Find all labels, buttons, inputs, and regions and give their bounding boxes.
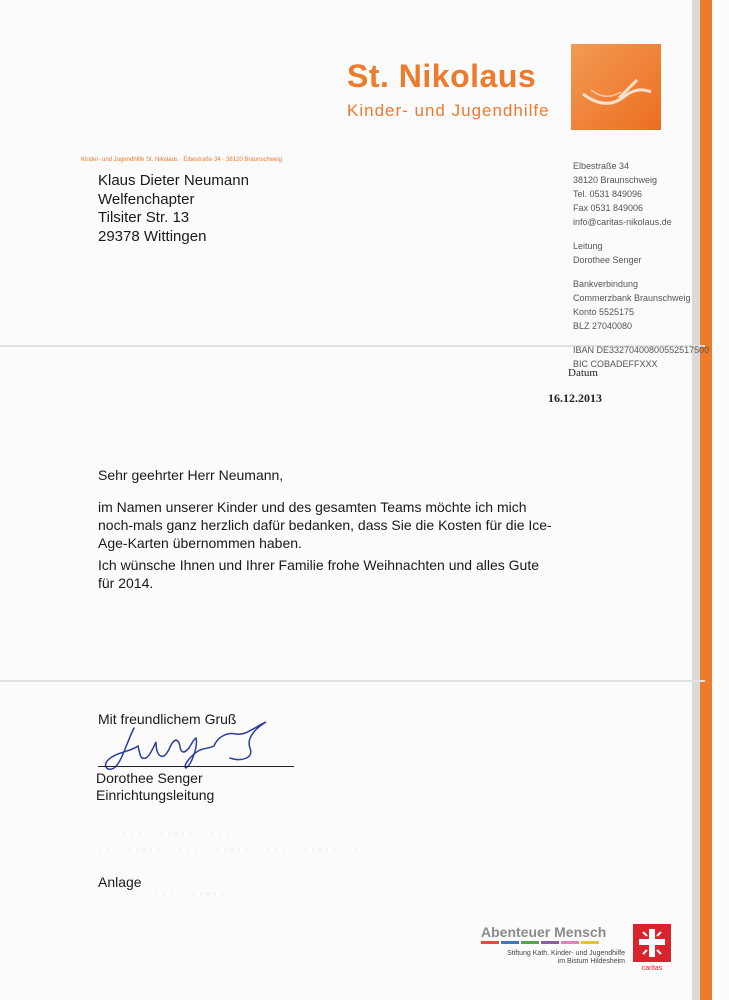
fax: Fax 0531 849006 [573, 203, 644, 213]
recipient-line: Tilsiter Str. 13 [98, 209, 190, 226]
bank-label: Bankverbindung [573, 279, 639, 289]
closing: Mit freundlichem Gruß [98, 711, 237, 727]
stiftung-line: Stiftung Kath. Kinder- und Jugendhilfe [507, 950, 625, 957]
city: 38120 Braunschweig [573, 175, 658, 185]
brand-name: St. Nikolaus [347, 58, 537, 94]
blz: BLZ 27040080 [573, 321, 633, 331]
iban: IBAN DE33270400800552517500 [573, 345, 710, 355]
color-bar [481, 941, 599, 944]
management-name: Dorothee Senger [573, 255, 642, 265]
recipient-line: 29378 Wittingen [98, 227, 207, 245]
color-segment [581, 941, 599, 944]
account-number: Konto 5525175 [573, 307, 635, 317]
recipient-address [98, 172, 249, 246]
orange-page-edge [700, 0, 712, 1000]
color-segment [501, 941, 519, 944]
contact-info [573, 159, 709, 371]
handwritten-signature [96, 718, 296, 772]
body-paragraph: Ich wünsche Ihnen und Ihrer Familie frohe Weihnachten und alles Gute für 2014. [98, 557, 539, 591]
email: info@caritas-nikolaus.de [573, 217, 672, 227]
show-through-text: · · · · · · · · · · · · · · · · · · · · · · · · · · · · · · · · · · · · [98, 842, 359, 856]
stiftung-line: im Bistum Hildesheim [557, 958, 625, 965]
date-label: Datum [568, 367, 598, 379]
color-segment [521, 941, 539, 944]
signer-name: Dorothee Senger [96, 770, 203, 786]
enclosure-label: Anlage [98, 874, 142, 890]
salutation: Sehr geehrter Herr Neumann, [98, 467, 284, 483]
st-nikolaus-logo-icon [571, 44, 661, 130]
color-segment [561, 941, 579, 944]
recipient-line: Klaus Dieter Neumann [98, 172, 249, 189]
show-through-text: · · · · · · · · · · · · · · · · [118, 886, 232, 900]
management-label: Leitung [573, 241, 603, 251]
color-segment [481, 941, 499, 944]
stiftung-text [479, 950, 625, 966]
brand-subtitle: Kinder- und Jugendhilfe [347, 101, 550, 120]
street: Elbestraße 34 [573, 161, 630, 171]
color-segment [541, 941, 559, 944]
phone: Tel. 0531 849096 [573, 189, 643, 199]
bank-name: Commerzbank Braunschweig [573, 293, 691, 303]
signature-line [98, 766, 294, 767]
abenteuer-mensch-logo: Abenteuer Mensch [481, 924, 607, 940]
caritas-logo-icon [633, 924, 671, 972]
sender-return-address: Kinder- und Jugendhilfe St. Nikolaus · Elbestraße 34 · 38120 Braunschweig [81, 157, 283, 163]
date-value: 16.12.2013 [548, 391, 602, 405]
show-through-text: · · · · · · · · · · · · · · · · · · [108, 826, 237, 840]
signer-title: Einrichtungsleitung [96, 787, 215, 803]
body-paragraph: im Namen unserer Kinder und des gesamten Teams möchte ich mich noch-mals ganz herzlich dafür bedanken, dass Sie die Kosten für die Ice-Age-Karten übernommen haben. [98, 499, 552, 551]
fold-line-bottom [0, 680, 705, 682]
signer-block [96, 770, 214, 804]
page-edge-shadow [692, 0, 700, 1000]
caritas-wordmark: caritas [641, 965, 663, 972]
recipient-line: Welfenchapter [98, 190, 195, 208]
bic: BIC COBADEFFXXX [573, 359, 658, 369]
